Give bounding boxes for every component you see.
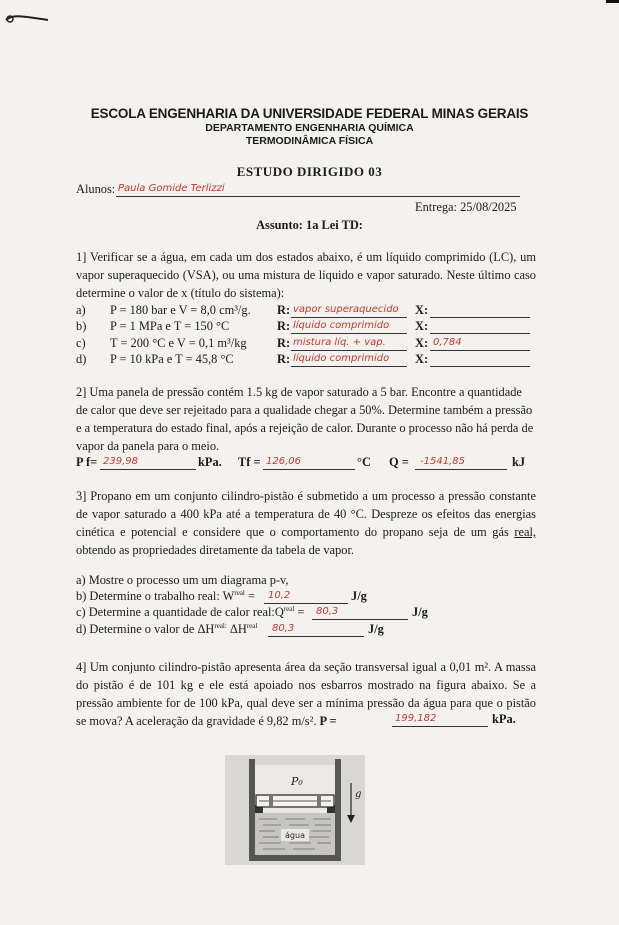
cylinder-bottom <box>249 855 341 861</box>
tf-underline <box>263 469 355 470</box>
q-label: Q = <box>389 455 409 469</box>
q3-item-a: a) Mostre o processo um um diagrama p-v, <box>76 573 289 587</box>
pf-label: P f= <box>76 455 98 469</box>
q3-item-d <box>76 622 257 637</box>
q1-x-label: X: <box>415 303 429 317</box>
students-value: Paula Gomide Terlizzi <box>118 183 225 194</box>
q1-prompt: 1] Verificar se a água, em cada um dos estados abaixo, é um líquido comprimido (LC), um vapor superaquecido (VSA), ou uma mistura de líquido e vapor saturado. Neste último caso determine o valor de x (título do sistema): <box>76 250 536 300</box>
b-underline <box>264 603 348 604</box>
c-eq: = <box>297 605 305 620</box>
b-label: b) Determine o trabalho real: W <box>76 589 235 604</box>
paper-clip-mark <box>2 6 52 26</box>
tf-value: 126,06 <box>266 456 301 467</box>
q1-x-label: X: <box>415 352 429 366</box>
students-underline <box>116 196 520 197</box>
corner-mark <box>606 0 619 3</box>
q1-condition: P = 1 MPa e T = 150 °C <box>110 319 230 333</box>
c-unit: J/g <box>412 605 428 619</box>
x-underline <box>430 333 530 334</box>
tf-label: Tf = <box>238 455 261 469</box>
pf-underline <box>100 469 196 470</box>
d-mid: ΔH <box>229 622 247 637</box>
gravity-label: g <box>355 789 362 800</box>
q3-prompt <box>76 487 536 559</box>
answer-underline <box>291 317 407 318</box>
cylinder-right-wall <box>335 759 341 861</box>
c-label: c) Determine a quantidade de calor real:Q <box>76 605 284 620</box>
q3-prompt-text: 3] Propano em um conjunto cilindro-pistão é submetido a um processo a pressão constante de vapor saturado a 400 kPa até a temperatura de 40 °C. Despreze os efeitos das energias cinética e potencial e considere que o comportamento do propano seja de um gás <box>76 489 536 539</box>
q3-item-c <box>76 605 304 620</box>
q3-prompt-end: obtendo as propriedades diretamente da tabela de vapor. <box>76 543 354 557</box>
q1-x-label: X: <box>415 336 429 350</box>
x-underline <box>430 317 530 318</box>
c-value: 80,3 <box>316 606 339 617</box>
q1-r-label: R: <box>277 319 291 333</box>
d-underline <box>268 636 364 637</box>
q1-letter: a) <box>76 303 86 317</box>
q1-answer: líquido comprimido <box>293 320 390 331</box>
q4-p-underline <box>392 726 488 727</box>
water-label: água <box>285 831 305 840</box>
q1-r-label: R: <box>277 336 291 350</box>
q1-letter: d) <box>76 352 87 366</box>
q1-letter: c) <box>76 336 86 350</box>
q1-answer: líquido comprimido <box>293 353 390 364</box>
b-value: 10,2 <box>268 590 291 601</box>
q3-item-b <box>76 589 255 604</box>
answer-underline <box>291 333 407 334</box>
b-sup: real <box>234 589 245 597</box>
due-date: Entrega: 25/08/2025 <box>415 200 517 214</box>
q1-letter: b) <box>76 319 87 333</box>
c-underline <box>312 619 408 620</box>
q1-answer: mistura líq. + vap. <box>293 337 386 348</box>
q1-x-label: X: <box>415 319 429 333</box>
q4-prompt <box>76 658 536 730</box>
pf-unit: kPa. <box>198 455 222 469</box>
q1-condition: T = 200 °C e V = 0,1 m³/kg <box>110 336 247 350</box>
q4-prompt-text: 4] Um conjunto cilindro-pistão apresenta área da seção transversal igual a 0,01 m². A massa do pistão é de 101 kg e ele está apoiado nos esbarros mostrado na figura abaixo. Se a pressão ambiente for de 100 kPa, qual deve ser a mínima pressão da água para que o pistão se mova? A aceleração da gravidade é 9,82 m/s². <box>76 660 536 728</box>
q4-p-value: 199,182 <box>395 713 437 724</box>
answer-underline <box>291 350 407 351</box>
x-underline <box>430 350 530 351</box>
q2-prompt: 2] Uma panela de pressão contém 1.5 kg de vapor saturado a 5 bar. Encontre a quantidade de calor que deve ser rejeitado para a qualidade chegar a 50%. Determine também a pressão e a temperatura do estado final, após a rejeição de calor. Durante o processo não há perda de vapor da panela para o meio. <box>76 385 534 453</box>
c-sup: real <box>283 605 295 613</box>
answer-underline <box>291 366 407 367</box>
q-underline <box>415 469 507 470</box>
subject: Assunto: 1a Lei TD: <box>256 218 363 232</box>
q3-prompt-underlined: real, <box>514 525 536 539</box>
pf-value: 239,98 <box>103 456 138 467</box>
d-label: d) Determine o valor de ΔH <box>76 622 215 637</box>
ambient-pressure-label: P₀ <box>291 775 303 788</box>
d-unit: J/g <box>368 622 384 636</box>
q4-p-unit: kPa. <box>492 712 516 726</box>
q1-r-label: R: <box>277 352 291 366</box>
d-sup1: real: <box>214 622 227 630</box>
course-name: TERMODINÂMICA FÍSICA <box>245 135 374 147</box>
students-label: Alunos: <box>76 182 116 196</box>
b-unit: J/g <box>351 589 367 603</box>
x-underline <box>430 366 530 367</box>
d-sup2: real <box>246 622 258 630</box>
q1-r-label: R: <box>277 303 291 317</box>
document-title: ESTUDO DIRIGIDO 03 <box>236 164 383 179</box>
q1-answer: vapor superaquecido <box>293 304 399 315</box>
tf-unit: °C <box>357 455 371 469</box>
q-value: -1541,85 <box>420 456 465 467</box>
q1-x-value: 0,784 <box>433 337 462 348</box>
cylinder-left-wall <box>249 759 255 861</box>
q1-condition: P = 180 bar e V = 8,0 cm³/g. <box>110 303 251 317</box>
school-name: ESCOLA ENGENHARIA DA UNIVERSIDADE FEDERAL MINAS GERAIS <box>90 106 529 121</box>
d-value: 80,3 <box>272 623 295 634</box>
q1-condition: P = 10 kPa e T = 45,8 °C <box>110 352 234 366</box>
b-eq: = <box>247 589 255 604</box>
q-unit: kJ <box>512 455 526 469</box>
cylinder-piston-figure <box>225 755 365 865</box>
q4-p-label: P = <box>319 714 337 728</box>
department-name: DEPARTAMENTO ENGENHARIA QUÍMICA <box>205 122 414 134</box>
